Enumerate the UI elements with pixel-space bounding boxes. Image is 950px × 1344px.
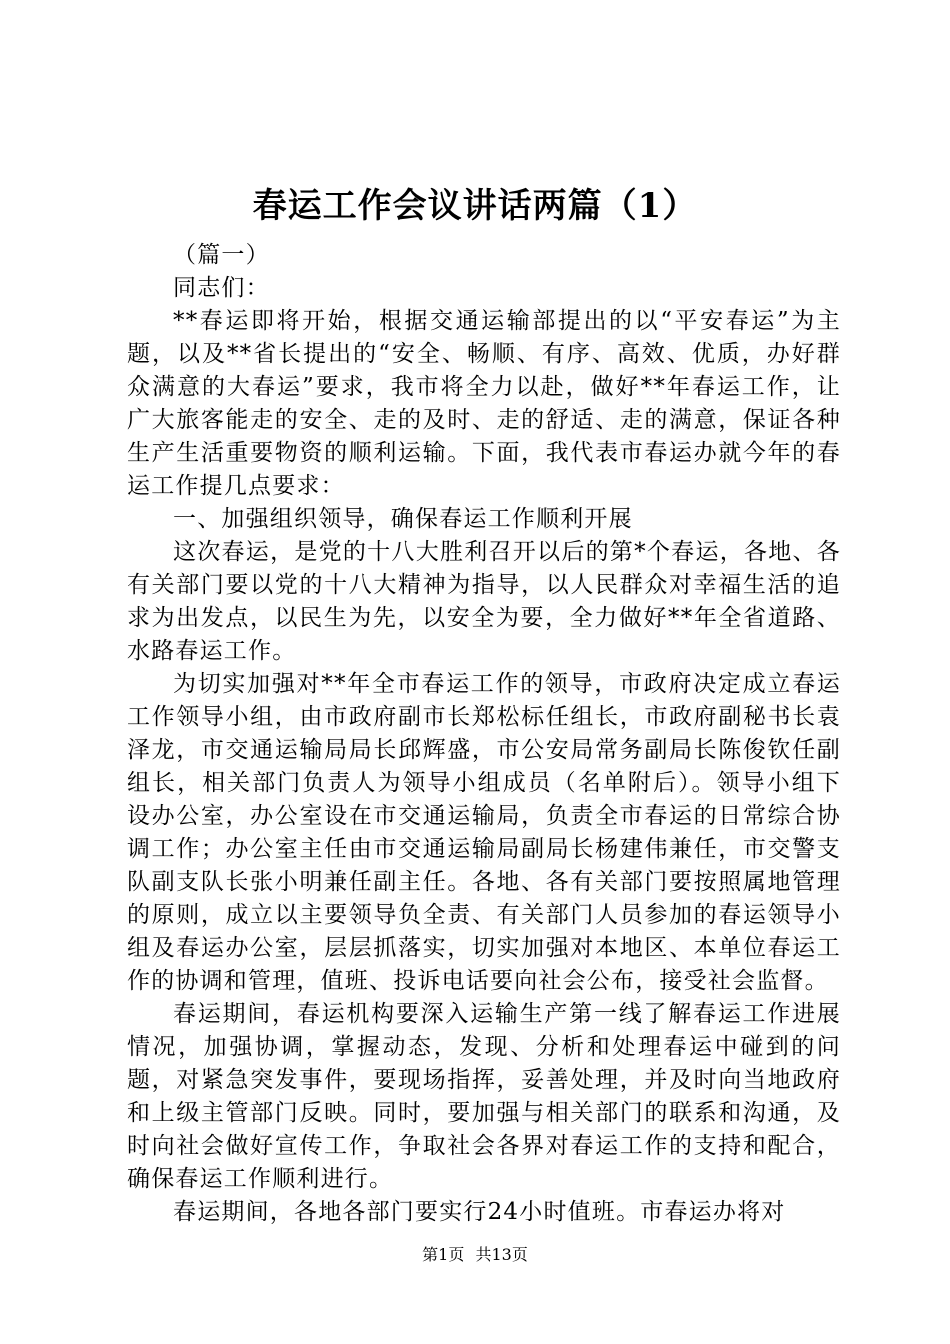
document-body	[127, 239, 841, 1229]
paragraph: 为切实加强对**年全市春运工作的领导，市政府决定成立春运工作领导小组，由市政府副市长郑松标任组长，市政府副秘书长袁泽龙，市交通运输局局长邱辉盛，市公安局常务副局长陈俊钦任副组长，相关部门负责人为领导小组成员（名单附后）。领导小组下设办公室，办公室设在市交通运输局，负责全市春运的日常综合协调工作；办公室主任由市交通运输局副局长杨建伟兼任，市交警支队副支队长张小明兼任副主任。各地、各有关部门要按照属地管理的原则，成立以主要领导负全责、有关部门人员参加的春运领导小组及春运办公室，层层抓落实，切实加强对本地区、本单位春运工作的协调和管理，值班、投诉电话要向社会公布，接受社会监督。	[127, 671, 841, 994]
document-title: 春运工作会议讲话两篇（1）	[252, 186, 698, 226]
paragraph: **春运即将开始，根据交通运输部提出的以“平安春运”为主题，以及**省长提出的“安全、畅顺、有序、高效、优质，办好群众满意的大春运”要求，我市将全力以赴，做好**年春运工作，让广大旅客能走的安全、走的及时、走的舒适、走的满意，保证各种生产生活重要物资的顺利运输。下面，我代表市春运办就今年的春运工作提几点要求：	[127, 308, 841, 499]
paragraph: 春运期间，春运机构要深入运输生产第一线了解春运工作进展情况，加强协调，掌握动态，发现、分析和处理春运中碰到的问题，对紧急突发事件，要现场指挥，妥善处理，并及时向当地政府和上级主管部门反映。同时，要加强与相关部门的联系和沟通，及时向社会做好宣传工作，争取社会各界对春运工作的支持和配合，确保春运工作顺利进行。	[127, 1001, 841, 1192]
paragraph: 春运期间，各地各部门要实行24小时值班。市春运办将对	[173, 1199, 786, 1225]
section-label: （篇一）	[173, 242, 270, 268]
section-heading: 一、加强组织领导，确保春运工作顺利开展	[173, 506, 633, 532]
salutation: 同志们：	[173, 275, 270, 301]
page-total: 共13页	[475, 1245, 528, 1264]
paragraph: 这次春运，是党的十八大胜利召开以后的第*个春运，各地、各有关部门要以党的十八大精神为指导，以人民群众对幸福生活的追求为出发点，以民生为先，以安全为要，全力做好**年全省道路、水路春运工作。	[127, 539, 841, 664]
page-footer	[0, 1243, 950, 1267]
page-number: 第1页	[422, 1245, 465, 1264]
